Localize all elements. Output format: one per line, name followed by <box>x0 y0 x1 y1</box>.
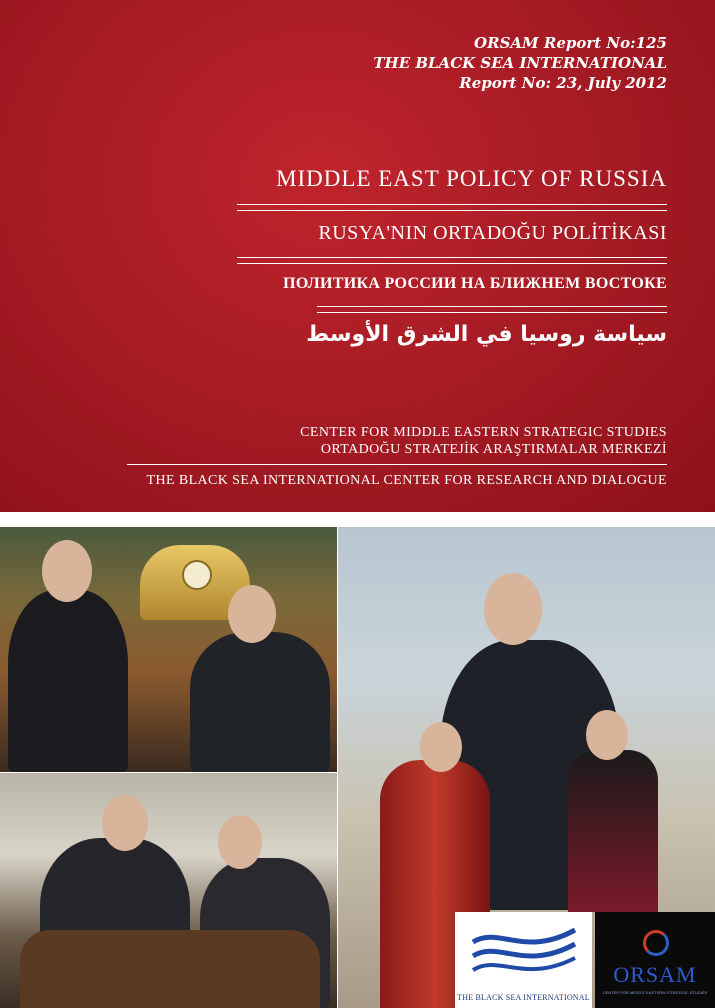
black-sea-logo-text: THE BLACK SEA INTERNATIONAL <box>457 993 590 1002</box>
person-figure <box>8 590 128 772</box>
divider <box>237 263 667 264</box>
org-black-sea: THE BLACK SEA INTERNATIONAL CENTER FOR RESEARCH AND DIALOGUE <box>146 473 667 488</box>
report-date: Report No: 23, July 2012 <box>459 74 667 92</box>
title-russian: ПОЛИТИКА РОССИИ НА БЛИЖНЕМ ВОСТОКЕ <box>283 275 667 292</box>
person-head <box>484 573 542 645</box>
person-head <box>228 585 276 643</box>
person-head <box>102 795 148 851</box>
clock-face-icon <box>182 560 212 590</box>
orsam-logo-subtext: CENTER FOR MIDDLE EASTERN STRATEGIC STUDIES <box>602 990 708 995</box>
person-head <box>42 540 92 602</box>
person-figure <box>190 632 330 772</box>
divider <box>237 210 667 211</box>
divider <box>127 464 667 465</box>
title-turkish: RUSYA'NIN ORTADOĞU POLİTİKASI <box>318 222 667 244</box>
divider <box>317 312 667 313</box>
org-orsam-english: CENTER FOR MIDDLE EASTERN STRATEGIC STUDIES <box>300 425 667 440</box>
report-number: ORSAM Report No:125 <box>474 34 667 52</box>
person-head <box>218 815 262 869</box>
report-series: THE BLACK SEA INTERNATIONAL <box>373 54 667 72</box>
divider <box>237 204 667 205</box>
divider <box>317 306 667 307</box>
black-sea-logo <box>455 912 592 1008</box>
orsam-logo <box>595 912 715 1008</box>
child-head <box>420 722 462 772</box>
child-figure <box>568 750 658 912</box>
title-arabic: سياسة روسيا في الشرق الأوسط <box>306 322 667 347</box>
divider <box>237 257 667 258</box>
title-english: MIDDLE EAST POLICY OF RUSSIA <box>276 166 667 191</box>
orsam-logo-text: ORSAM <box>613 962 697 987</box>
child-head <box>586 710 628 760</box>
orsam-ring-icon <box>643 930 669 956</box>
podium <box>20 930 320 1008</box>
org-orsam-turkish: ORTADOĞU STRATEJİK ARAŞTIRMALAR MERKEZİ <box>320 442 667 457</box>
wave-icon <box>469 922 579 984</box>
